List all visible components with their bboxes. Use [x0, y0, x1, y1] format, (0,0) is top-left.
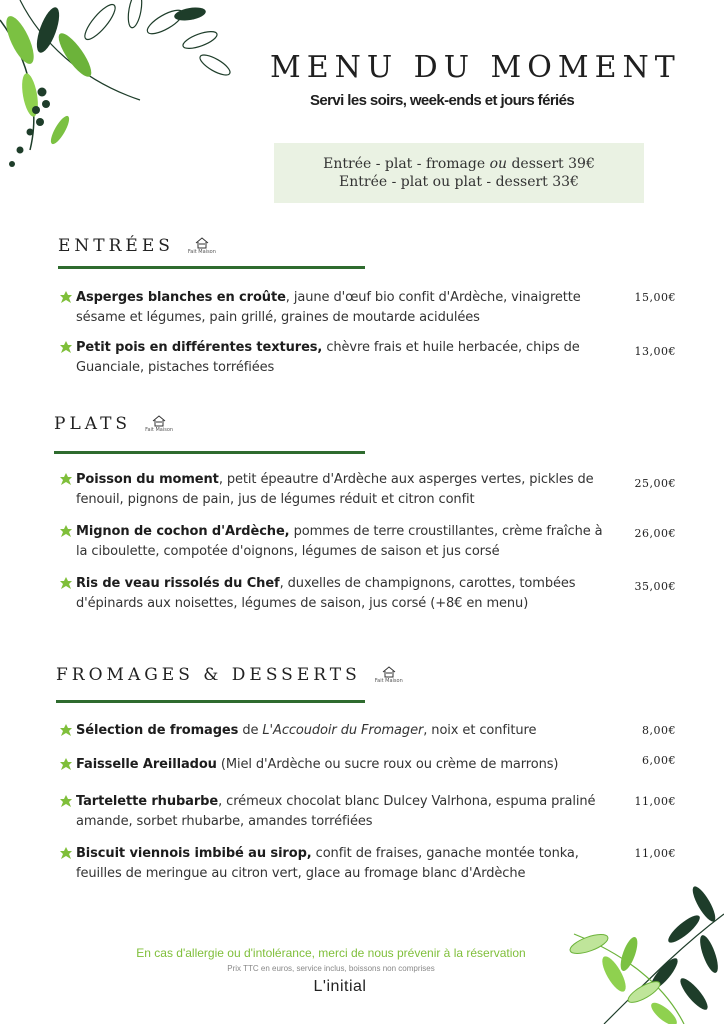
leaf-bullet-icon: [56, 288, 76, 304]
fait-maison-badge: Fait Maison: [375, 666, 403, 684]
menu-item: [56, 470, 676, 510]
menu-item: [56, 721, 676, 741]
restaurant-logo: L'initial: [313, 978, 367, 995]
item-description: Petit pois en différentes textures, chèvre frais et huile herbacée, chips de Guanciale, pistaches torréfiées: [76, 340, 580, 375]
item-price: 13,00€: [634, 345, 676, 358]
menu-item: [56, 844, 676, 884]
leaf-bullet-icon: [56, 338, 76, 354]
formula-line-1: Entrée - plat - fromage ou dessert 39€: [323, 156, 595, 172]
leaf-bullet-icon: [56, 721, 76, 737]
menu-item: [56, 574, 676, 614]
leaf-bullet-icon: [56, 574, 76, 590]
leaf-bullet-icon: [56, 844, 76, 860]
item-price: 11,00€: [634, 795, 676, 808]
item-description: Faisselle Areilladou (Miel d'Ardèche ou sucre roux ou crème de marrons): [76, 757, 559, 772]
item-price: 25,00€: [634, 477, 676, 490]
section-title-desserts: FROMAGES & DESSERTS Fait Maison: [56, 665, 403, 685]
menu-title: MENU DU MOMENT: [270, 50, 681, 85]
menu-item: [56, 338, 676, 378]
house-icon: [193, 237, 211, 249]
section-title-plats: PLATS Fait Maison: [54, 414, 174, 434]
item-price: 6,00€: [642, 754, 676, 767]
allergy-notice: En cas d'allergie ou d'intolérance, merci de nous prévenir à la réservation: [136, 946, 526, 960]
formula-box: [274, 143, 644, 203]
price-notice: Prix TTC en euros, service inclus, boissons non comprises: [227, 964, 435, 973]
formula-line-2: Entrée - plat ou plat - dessert 33€: [339, 174, 579, 190]
item-price: 11,00€: [634, 847, 676, 860]
fait-maison-badge: Fait Maison: [188, 237, 216, 255]
item-description: Asperges blanches en croûte, jaune d'œuf bio confit d'Ardèche, vinaigrette sésame et légumes, pain grillé, graines de moutarde acidulées: [76, 290, 581, 325]
item-description: Sélection de fromages de L'Accoudoir du Fromager, noix et confiture: [76, 723, 537, 738]
section-divider: [58, 266, 365, 269]
leaf-bullet-icon: [56, 792, 76, 808]
item-description: Poisson du moment, petit épeautre d'Ardèche aux asperges vertes, pickles de fenouil, pignons de pain, jus de légumes réduit et citron confit: [76, 472, 594, 507]
menu-item: [56, 755, 676, 775]
item-price: 8,00€: [642, 724, 676, 737]
house-icon: [380, 666, 398, 678]
menu-item: [56, 288, 676, 328]
menu-item: [56, 792, 676, 832]
section-divider: [56, 700, 365, 703]
menu-subtitle: Servi les soirs, week-ends et jours fériés: [310, 92, 575, 109]
item-description: Ris de veau rissolés du Chef, duxelles de champignons, carottes, tombées d'épinards aux noisettes, légumes de saison, jus corsé (+8€ en menu): [76, 576, 576, 611]
fait-maison-badge: Fait Maison: [145, 415, 173, 433]
leaf-bullet-icon: [56, 755, 76, 771]
leaf-decoration-top-left-icon: [0, 0, 240, 180]
leaf-bullet-icon: [56, 522, 76, 538]
item-price: 26,00€: [634, 527, 676, 540]
item-description: Tartelette rhubarbe, crémeux chocolat blanc Dulcey Valrhona, espuma praliné amande, sorbet rhubarbe, amandes torréfiées: [76, 794, 596, 829]
item-price: 35,00€: [634, 580, 676, 593]
leaf-bullet-icon: [56, 470, 76, 486]
item-price: 15,00€: [634, 291, 676, 304]
item-description: Mignon de cochon d'Ardèche, pommes de terre croustillantes, crème fraîche à la ciboulette, compotée d'oignons, légumes de saison et jus corsé: [76, 524, 603, 559]
item-description: Biscuit viennois imbibé au sirop, confit de fraises, ganache montée tonka, feuilles de meringue au citron vert, glace au fromage blanc d'Ardèche: [76, 846, 579, 881]
house-icon: [150, 415, 168, 427]
menu-item: [56, 522, 676, 562]
section-divider: [54, 451, 365, 454]
section-title-entrees: ENTRÉES Fait Maison: [58, 236, 216, 256]
